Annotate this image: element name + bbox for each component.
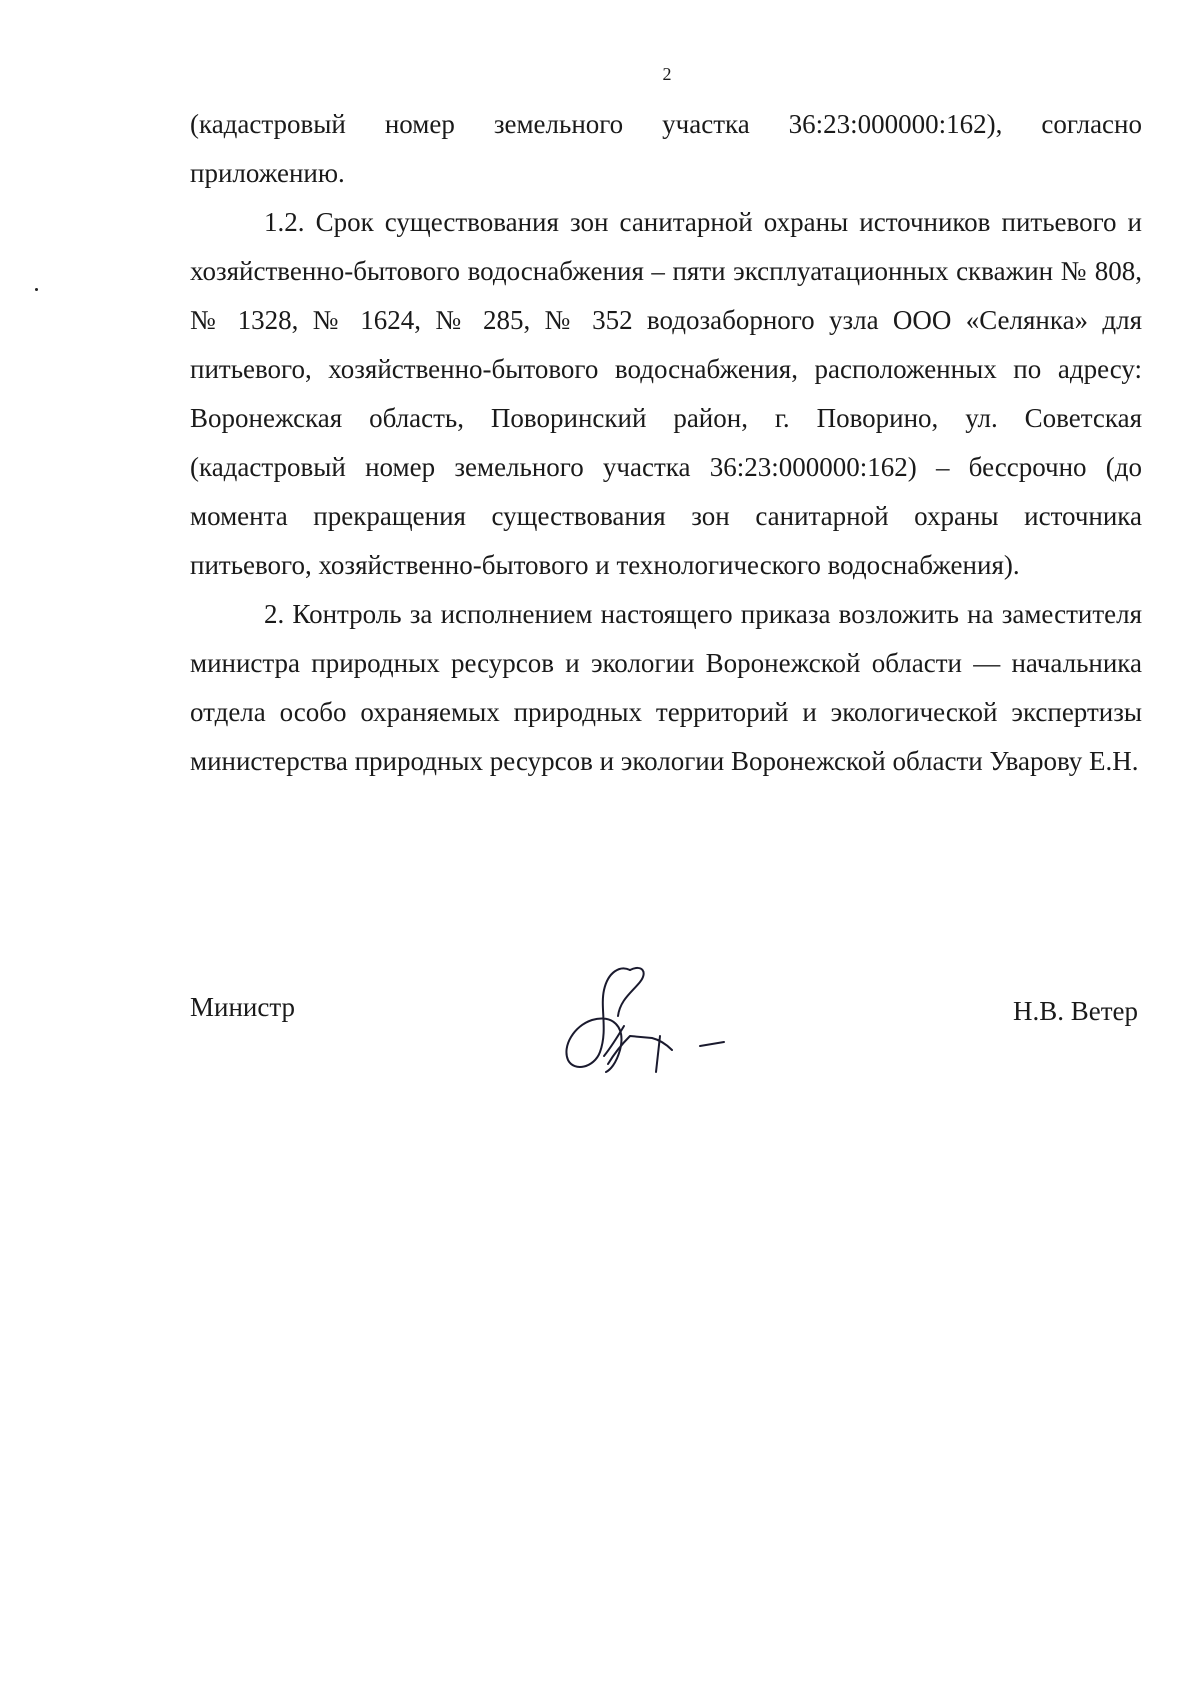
document-body xyxy=(190,100,1142,786)
handwritten-signature xyxy=(560,960,760,1080)
paragraph-clause-1-2: 1.2. Срок существования зон санитарной охраны источников питьевого и хозяйственно-бытового водоснабжения – пяти эксплуатационных скважин № 808, № 1328, № 1624, № 285, № 352 водозаборного узла ООО «Селянка» для питьевого, хозяйственно-бытового водоснабжения, расположенных по адресу: Воронежская область, Поворинский район, г. Поворино, ул. Советская (кадастровый номер земельного участка 36:23:000000:162) – бессрочно (до момента прекращения существования зон санитарной охраны источника питьевого, хозяйственно-бытового и технологического водоснабжения). xyxy=(190,207,1142,580)
paragraph-continuation: (кадастровый номер земельного участка 36:23:000000:162), согласно приложению. xyxy=(190,109,1142,188)
signature-block xyxy=(190,960,1142,1100)
signatory-name: Н.В. Ветер xyxy=(1012,996,1138,1026)
signatory-position: Министр xyxy=(190,992,295,1022)
paragraph-clause-2: 2. Контроль за исполнением настоящего приказа возложить на заместителя министра природных ресурсов и экологии Воронежской области — начальника отдела особо охраняемых природных территорий и экологической экспертизы министерства природных ресурсов и экологии Воронежской области Уварову Е.Н. xyxy=(190,599,1142,776)
scan-speck xyxy=(35,288,38,291)
page-number: 2 xyxy=(662,64,672,84)
